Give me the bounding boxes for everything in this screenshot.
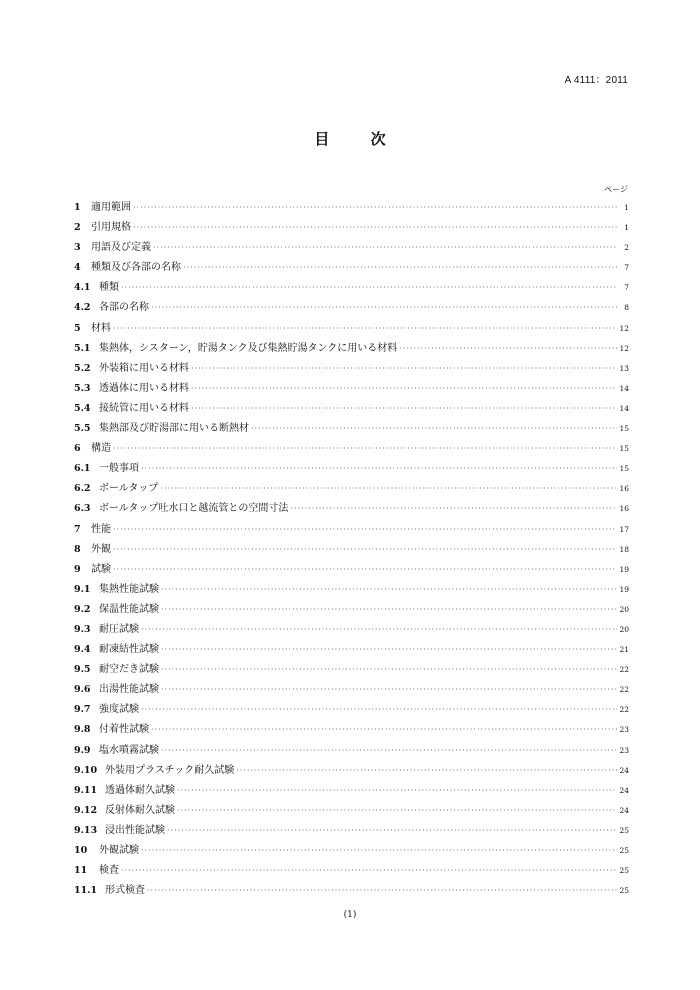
toc-entry-page: 8 bbox=[624, 303, 629, 313]
toc-entry-number: 9.11 bbox=[74, 784, 98, 796]
toc-entry[interactable] bbox=[74, 841, 629, 861]
dot-leader bbox=[161, 680, 617, 700]
toc-entry[interactable] bbox=[74, 258, 629, 278]
toc-entry-number: 3 bbox=[74, 242, 81, 254]
toc-entry[interactable] bbox=[74, 278, 629, 298]
dot-leader bbox=[113, 540, 617, 560]
toc-entry[interactable] bbox=[74, 238, 629, 258]
toc-entry-label: 耐凍結性試験 bbox=[99, 644, 159, 656]
toc-entry-number: 6.3 bbox=[74, 503, 91, 515]
dot-leader bbox=[141, 700, 617, 720]
toc-entry-label: 透過体耐久試験 bbox=[105, 784, 175, 796]
toc-entry-page: 13 bbox=[619, 363, 629, 373]
dot-leader bbox=[191, 399, 617, 419]
toc-entry-label: 付着性試験 bbox=[99, 724, 149, 736]
toc-entry-page: 7 bbox=[624, 283, 629, 293]
toc-entry-label: 種類及び各部の名称 bbox=[91, 262, 181, 274]
toc-entry-number: 4.1 bbox=[74, 282, 91, 294]
dot-leader bbox=[183, 258, 617, 278]
dot-leader bbox=[236, 761, 617, 781]
toc-entry-label: 材料 bbox=[91, 322, 111, 334]
toc-entry-number: 10 bbox=[74, 845, 88, 856]
toc-entry-label: 耐空だき試験 bbox=[99, 664, 159, 676]
dot-leader bbox=[191, 359, 617, 379]
toc-entry-label: 試験 bbox=[91, 563, 111, 575]
toc-entry-number: 5 bbox=[74, 322, 81, 334]
toc-entry-number: 9.1 bbox=[74, 583, 91, 595]
dot-leader bbox=[167, 821, 617, 841]
dot-leader bbox=[151, 720, 617, 740]
dot-leader bbox=[113, 560, 617, 580]
dot-leader bbox=[133, 218, 617, 238]
toc-entry-page: 20 bbox=[619, 624, 629, 634]
toc-entry[interactable] bbox=[74, 359, 629, 379]
toc-entry-label: 浸出性能試験 bbox=[105, 824, 165, 836]
toc-entry-number: 9.5 bbox=[74, 664, 91, 676]
toc-entry-label: 出湯性能試験 bbox=[99, 684, 159, 696]
toc-entry-number: 11.1 bbox=[74, 885, 98, 897]
dot-leader bbox=[160, 479, 617, 499]
toc-entry-label: 性能 bbox=[91, 523, 111, 535]
toc-entry[interactable] bbox=[74, 680, 629, 700]
toc-entry-page: 24 bbox=[619, 785, 629, 795]
toc-entry-label: 接続管に用いる材料 bbox=[99, 402, 189, 414]
toc-entry-page: 12 bbox=[619, 323, 629, 333]
toc-entry-number: 9.10 bbox=[74, 764, 98, 776]
toc-entry[interactable] bbox=[74, 419, 629, 439]
toc-entry-number: 9.7 bbox=[74, 704, 91, 716]
dot-leader bbox=[161, 660, 617, 680]
toc-entry-number: 5.3 bbox=[74, 382, 91, 394]
dot-leader bbox=[113, 319, 617, 339]
dot-leader bbox=[191, 379, 617, 399]
toc-entry-page: 24 bbox=[619, 805, 629, 815]
toc-entry[interactable] bbox=[74, 620, 629, 640]
toc-entry-page: 15 bbox=[619, 424, 629, 434]
toc-entry[interactable] bbox=[74, 399, 629, 419]
toc-entry-page: 14 bbox=[619, 383, 629, 393]
toc-entry-number: 4 bbox=[74, 262, 81, 274]
toc-entry-number: 6.2 bbox=[74, 483, 91, 495]
toc-entry[interactable] bbox=[74, 881, 629, 901]
dot-leader bbox=[141, 841, 617, 861]
table-of-contents bbox=[74, 198, 629, 901]
toc-entry[interactable] bbox=[74, 459, 629, 479]
dot-leader bbox=[161, 640, 617, 660]
dot-leader bbox=[177, 801, 617, 821]
toc-entry-label: 一般事項 bbox=[99, 463, 139, 475]
toc-entry-page: 15 bbox=[619, 444, 629, 454]
page-number: (1) bbox=[343, 910, 357, 920]
toc-entry-page: 17 bbox=[619, 524, 629, 534]
toc-entry-page: 23 bbox=[619, 725, 629, 735]
toc-entry-label: ボールタップ吐水口と越流管との空間寸法 bbox=[99, 503, 289, 515]
toc-entry-page: 25 bbox=[619, 886, 629, 896]
toc-entry[interactable] bbox=[74, 298, 629, 318]
toc-entry[interactable] bbox=[74, 479, 629, 499]
toc-entry-page: 1 bbox=[624, 203, 629, 212]
toc-entry-page: 20 bbox=[619, 604, 629, 614]
toc-entry-label: 塩水噴霧試験 bbox=[99, 744, 159, 756]
toc-entry[interactable] bbox=[74, 700, 629, 720]
toc-entry-number: 5.4 bbox=[74, 402, 91, 414]
toc-entry-number: 6 bbox=[74, 443, 81, 455]
toc-entry-page: 15 bbox=[619, 464, 629, 474]
toc-entry-label: 構造 bbox=[91, 443, 111, 455]
toc-entry-number: 9.9 bbox=[74, 744, 91, 756]
toc-entry-label: 用語及び定義 bbox=[91, 242, 151, 254]
toc-entry[interactable] bbox=[74, 720, 629, 740]
toc-entry-label: 各部の名称 bbox=[99, 302, 149, 314]
toc-entry-number: 8 bbox=[74, 543, 81, 555]
toc-entry-page: 21 bbox=[619, 645, 629, 655]
toc-entry-label: 適用範囲 bbox=[91, 202, 131, 213]
toc-entry-page: 25 bbox=[619, 866, 629, 876]
toc-entry-label: 外装用プラスチック耐久試験 bbox=[105, 764, 235, 776]
toc-entry[interactable] bbox=[74, 660, 629, 680]
toc-entry-page: 23 bbox=[619, 745, 629, 755]
toc-entry-label: 形式検査 bbox=[105, 885, 145, 897]
dot-leader bbox=[161, 741, 617, 761]
toc-entry-label: 集熱性能試験 bbox=[99, 583, 159, 595]
toc-entry-label: 反射体耐久試験 bbox=[105, 804, 175, 816]
toc-entry-label: 透過体に用いる材料 bbox=[99, 382, 189, 394]
toc-entry-page: 19 bbox=[619, 564, 629, 574]
toc-entry-page: 14 bbox=[619, 403, 629, 413]
toc-entry-page: 18 bbox=[619, 544, 629, 554]
toc-entry-page: 7 bbox=[624, 263, 629, 273]
toc-entry-label: 外観 bbox=[91, 543, 111, 555]
toc-entry-label: ボールタップ bbox=[99, 483, 159, 495]
toc-entry-page: 22 bbox=[619, 705, 629, 715]
toc-entry-page: 1 bbox=[624, 223, 629, 233]
toc-entry[interactable] bbox=[74, 741, 629, 761]
dot-leader bbox=[133, 198, 617, 218]
toc-entry-number: 9.12 bbox=[74, 804, 98, 816]
toc-entry-page: 24 bbox=[619, 765, 629, 775]
toc-entry-page: 19 bbox=[619, 584, 629, 594]
toc-entry[interactable] bbox=[74, 861, 629, 881]
toc-entry-page: 25 bbox=[619, 825, 629, 835]
toc-entry-page: 22 bbox=[619, 665, 629, 675]
dot-leader bbox=[290, 499, 617, 519]
toc-entry[interactable] bbox=[74, 640, 629, 660]
toc-entry[interactable] bbox=[74, 218, 629, 238]
toc-entry-label: 集熱体，シスターン，貯湯タンク及び集熱貯湯タンクに用いる材料 bbox=[99, 342, 398, 354]
page-column-label: ページ bbox=[604, 185, 628, 194]
toc-entry-number: 9 bbox=[74, 563, 81, 575]
toc-entry[interactable] bbox=[74, 560, 629, 580]
toc-entry-label: 耐圧試験 bbox=[99, 623, 139, 635]
toc-entry-number: 9.4 bbox=[74, 644, 91, 656]
dot-leader bbox=[113, 520, 617, 540]
toc-entry-page: 22 bbox=[619, 685, 629, 695]
dot-leader bbox=[121, 861, 617, 881]
toc-entry[interactable] bbox=[74, 520, 629, 540]
toc-entry[interactable] bbox=[74, 198, 629, 218]
toc-entry-label: 外観試験 bbox=[99, 845, 139, 856]
dot-leader bbox=[153, 238, 617, 258]
toc-entry[interactable] bbox=[74, 821, 629, 841]
toc-entry-page: 16 bbox=[619, 484, 629, 494]
toc-entry-number: 9.3 bbox=[74, 623, 91, 635]
standard-number: A 4111：2011 bbox=[564, 75, 628, 86]
toc-entry[interactable] bbox=[74, 439, 629, 459]
toc-entry[interactable] bbox=[74, 801, 629, 821]
dot-leader bbox=[399, 339, 617, 359]
toc-entry-number: 4.2 bbox=[74, 302, 91, 314]
toc-entry[interactable] bbox=[74, 499, 629, 519]
toc-entry-page: 16 bbox=[619, 504, 629, 514]
toc-entry-number: 2 bbox=[74, 222, 81, 234]
toc-entry-number: 9.8 bbox=[74, 724, 91, 736]
toc-entry[interactable] bbox=[74, 540, 629, 560]
dot-leader bbox=[141, 459, 617, 479]
toc-entry-number: 9.6 bbox=[74, 684, 91, 696]
dot-leader bbox=[141, 620, 617, 640]
page-title: 目 次 bbox=[314, 130, 404, 148]
toc-entry-number: 7 bbox=[74, 523, 81, 535]
toc-entry-label: 保温性能試験 bbox=[99, 603, 159, 615]
toc-entry-number: 9.2 bbox=[74, 603, 91, 615]
dot-leader bbox=[161, 580, 617, 600]
toc-entry-number: 6.1 bbox=[74, 463, 91, 475]
toc-entry-page: 2 bbox=[624, 243, 629, 253]
toc-entry-number: 1 bbox=[74, 202, 81, 213]
dot-leader bbox=[113, 439, 617, 459]
toc-entry-page: 25 bbox=[619, 846, 629, 855]
toc-entry-number: 11 bbox=[74, 865, 88, 877]
dot-leader bbox=[147, 881, 617, 901]
toc-entry[interactable] bbox=[74, 600, 629, 620]
toc-entry-number: 5.1 bbox=[74, 342, 91, 354]
toc-entry[interactable] bbox=[74, 781, 629, 801]
toc-entry-number: 5.2 bbox=[74, 362, 91, 374]
dot-leader bbox=[121, 278, 617, 298]
dot-leader bbox=[151, 298, 617, 318]
toc-entry-number: 5.5 bbox=[74, 423, 91, 435]
toc-entry-label: 種類 bbox=[99, 282, 119, 294]
toc-entry[interactable] bbox=[74, 319, 629, 339]
toc-entry-page: 12 bbox=[619, 343, 629, 353]
toc-entry-number: 9.13 bbox=[74, 824, 98, 836]
toc-entry-label: 検査 bbox=[99, 865, 119, 877]
toc-entry[interactable] bbox=[74, 339, 629, 359]
toc-entry[interactable] bbox=[74, 580, 629, 600]
dot-leader bbox=[177, 781, 617, 801]
toc-entry-label: 強度試験 bbox=[99, 704, 139, 716]
toc-entry[interactable] bbox=[74, 379, 629, 399]
dot-leader bbox=[161, 600, 617, 620]
toc-entry-label: 引用規格 bbox=[91, 222, 131, 234]
toc-entry-label: 集熱部及び貯湯部に用いる断熱材 bbox=[99, 423, 249, 435]
toc-entry-label: 外装箱に用いる材料 bbox=[99, 362, 189, 374]
toc-entry[interactable] bbox=[74, 761, 629, 781]
dot-leader bbox=[251, 419, 617, 439]
